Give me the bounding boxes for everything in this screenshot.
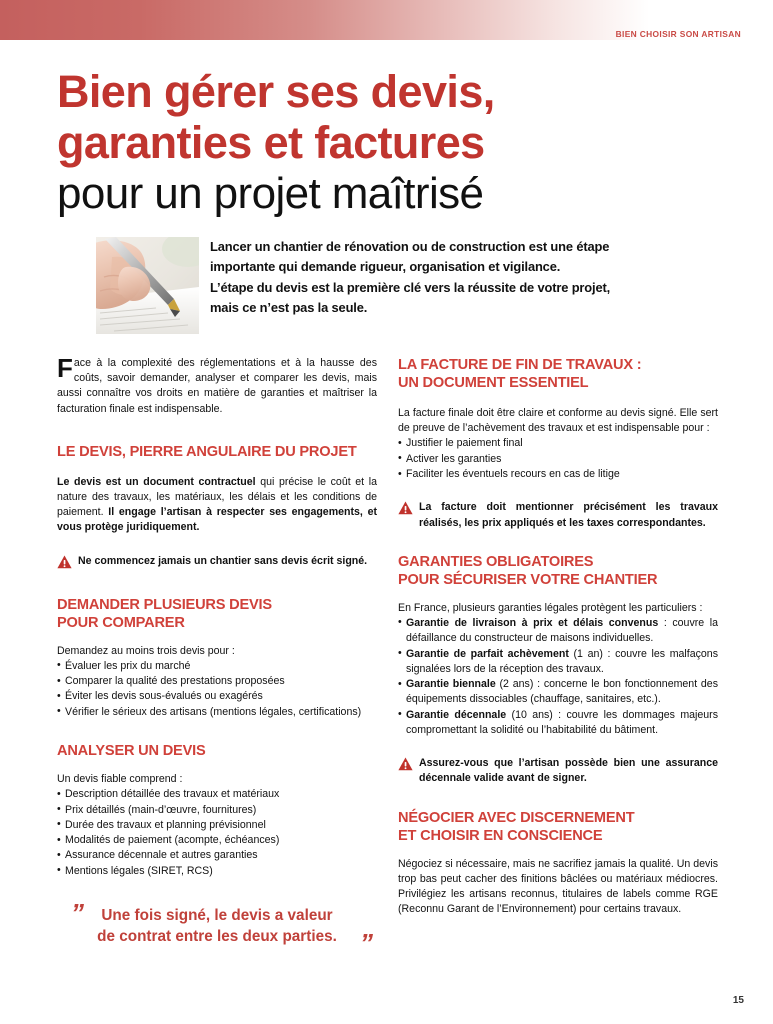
list-item: • Comparer la qualité des prestations proposées: [57, 674, 377, 689]
list-item-desc: : couvre la défaillance du constructeur de maisons individuelles.: [406, 616, 718, 645]
pull-quote: [57, 898, 377, 958]
page-title: [57, 66, 717, 220]
heading-la-facture-line-1: LA FACTURE DE FIN DE TRAVAUX :: [398, 357, 642, 373]
paragraph-le-devis: [57, 475, 377, 536]
list-item-desc: (1 an) : couvre les malfaçons signalées lors de la réception des travaux.: [406, 647, 718, 675]
list-item: • Prix détaillés (main-d’œuvre, fournitures): [57, 803, 377, 818]
pull-quote-line-1: Une fois signé, le devis a valeur: [101, 907, 333, 924]
intro-la-facture: La facture finale doit être claire et conforme au devis signé. Elle sert de preuve de l’achèvement des travaux et est indispensable pour :: [398, 407, 718, 435]
list-item: [398, 616, 718, 647]
list-demander-plusieurs-devis: [57, 659, 377, 720]
list-item: • Modalités de paiement (acompte, échéances): [57, 833, 377, 848]
list-item: • Éviter les devis sous-évalués ou exagérés: [57, 689, 377, 704]
quote-mark-open-icon: ”: [71, 898, 82, 928]
hand-signing-document-photo: [96, 237, 199, 334]
title-line-1: Bien gérer ses devis,: [57, 66, 495, 117]
page-number: 15: [732, 995, 744, 1006]
list-analyser-un-devis: [57, 787, 377, 879]
header-kicker-label: BIEN CHOISIR SON ARTISAN: [615, 29, 741, 39]
heading-garanties-line-2: POUR SÉCURISER VOTRE CHANTIER: [398, 571, 658, 588]
heading-garanties-line-1: GARANTIES OBLIGATOIRES: [398, 553, 594, 570]
intro-analyser-un-devis: Un devis fiable comprend :: [57, 773, 183, 786]
list-item: • Assurance décennale et autres garanties: [57, 848, 377, 863]
heading-analyser-un-devis: ANALYSER UN DEVIS: [57, 743, 206, 760]
intro-text: [210, 237, 610, 319]
title-line-3: pour un projet maîtrisé: [57, 169, 484, 218]
list-item: • Évaluer les prix du marché: [57, 659, 377, 674]
list-garanties: [398, 616, 718, 738]
intro-block: [96, 237, 726, 334]
list-item: • Description détaillée des travaux et matériaux: [57, 787, 377, 802]
list-item-term: Garantie de livraison à prix et délais convenus: [406, 616, 659, 629]
warning-text-facture: La facture doit mentionner précisément les travaux réalisés, les prix appliqués et les taxes correspondantes.: [419, 501, 718, 529]
list-item-desc: (2 ans) : concerne le bon fonctionnement des équipements dissociables (chauffage, sanitaires, etc.).: [406, 678, 718, 706]
heading-demander-plusieurs-devis-line-2: POUR COMPARER: [57, 614, 185, 631]
heading-negocier-line-1: NÉGOCIER AVEC DISCERNEMENT: [398, 809, 635, 826]
warning-triangle-icon: [398, 757, 413, 776]
paragraph-le-devis-plain: qui précise le coût et la nature des travaux, les matériaux, les délais et les conditions de paiement.: [57, 475, 377, 519]
quote-mark-close-icon: ”: [360, 928, 371, 958]
intro-line-2: importante qui demande rigueur, organisation et vigilance.: [210, 259, 561, 275]
list-item: • Durée des travaux et planning prévisionnel: [57, 818, 377, 833]
heading-le-devis: LE DEVIS, PIERRE ANGULAIRE DU PROJET: [57, 443, 357, 460]
title-line-2: garanties et factures: [57, 117, 485, 168]
list-item: [398, 708, 718, 739]
left-column: [57, 353, 378, 958]
list-item: • Activer les garanties: [398, 452, 718, 467]
warning-text-devis-signe: Ne commencez jamais un chantier sans devis écrit signé.: [78, 554, 368, 567]
list-item: [398, 677, 718, 708]
list-item-term: Garantie biennale: [406, 678, 496, 691]
intro-line-1: Lancer un chantier de rénovation ou de construction est une étape: [210, 239, 610, 254]
warning-triangle-icon: [57, 555, 72, 574]
list-item: [398, 647, 718, 678]
paragraph-le-devis-bold-2: Il engage l’artisan à respecter ses engagements, et vous protège juridiquement.: [57, 506, 378, 534]
intro-line-4: mais ce n’est pas la seule.: [210, 300, 368, 316]
drop-cap: F: [57, 353, 73, 383]
pull-quote-line-2: de contrat entre les deux parties.: [97, 928, 337, 945]
warning-triangle-icon: [398, 501, 413, 520]
list-item-desc: (10 ans) : couvre les dommages majeurs compromettant la solidité ou l’habitabilité du bâtiment.: [406, 708, 718, 736]
intro-line-3: L’étape du devis est la première clé vers la réussite de votre projet,: [210, 279, 611, 295]
list-item: • Faciliter les éventuels recours en cas de litige: [398, 467, 718, 482]
intro-demander-plusieurs-devis: Demandez au moins trois devis pour :: [57, 644, 235, 657]
warning-callout-assurance: [398, 756, 718, 786]
intro-garanties: En France, plusieurs garanties légales protègent les particuliers :: [398, 601, 703, 614]
list-item: • Mentions légales (SIRET, RCS): [57, 864, 377, 879]
right-column: [398, 356, 718, 918]
paragraph-negocier: Négociez si nécessaire, mais ne sacrifiez jamais la qualité. Un devis trop bas peut cacher des finitions bâclées ou matériaux médiocres. Privilégiez les artisans reconnus, titulaires de labels comme RGE (Reconnu Garant de l’Environnement) pour certains travaux.: [398, 857, 718, 916]
list-item: • Justifier le paiement final: [398, 436, 718, 451]
list-item-term: Garantie décennale: [406, 708, 507, 721]
list-item: • Vérifier le sérieux des artisans (mentions légales, certifications): [57, 705, 377, 720]
list-la-facture: [398, 436, 718, 482]
list-item-term: Garantie de parfait achèvement: [406, 647, 569, 660]
lead-paragraph: [57, 353, 377, 417]
lead-paragraph-text: ace à la complexité des réglementations et à la hausse des coûts, savoir demander, analyser et comparer les devis, mais aussi connaître vos droits en matière de garanties et maîtriser la facturation finale est indispensable.: [57, 357, 377, 415]
heading-demander-plusieurs-devis-line-1: DEMANDER PLUSIEURS DEVIS: [57, 596, 272, 613]
paragraph-le-devis-bold-1: Le devis est un document contractuel: [57, 475, 256, 488]
warning-callout-devis-signe: [57, 554, 377, 574]
warning-text-assurance: Assurez-vous que l’artisan possède bien une assurance décennale valide avant de signer.: [419, 757, 718, 785]
warning-callout-facture: [398, 500, 718, 530]
heading-negocier-line-2: ET CHOISIR EN CONSCIENCE: [398, 827, 603, 844]
heading-la-facture-line-2: UN DOCUMENT ESSENTIEL: [398, 375, 589, 391]
